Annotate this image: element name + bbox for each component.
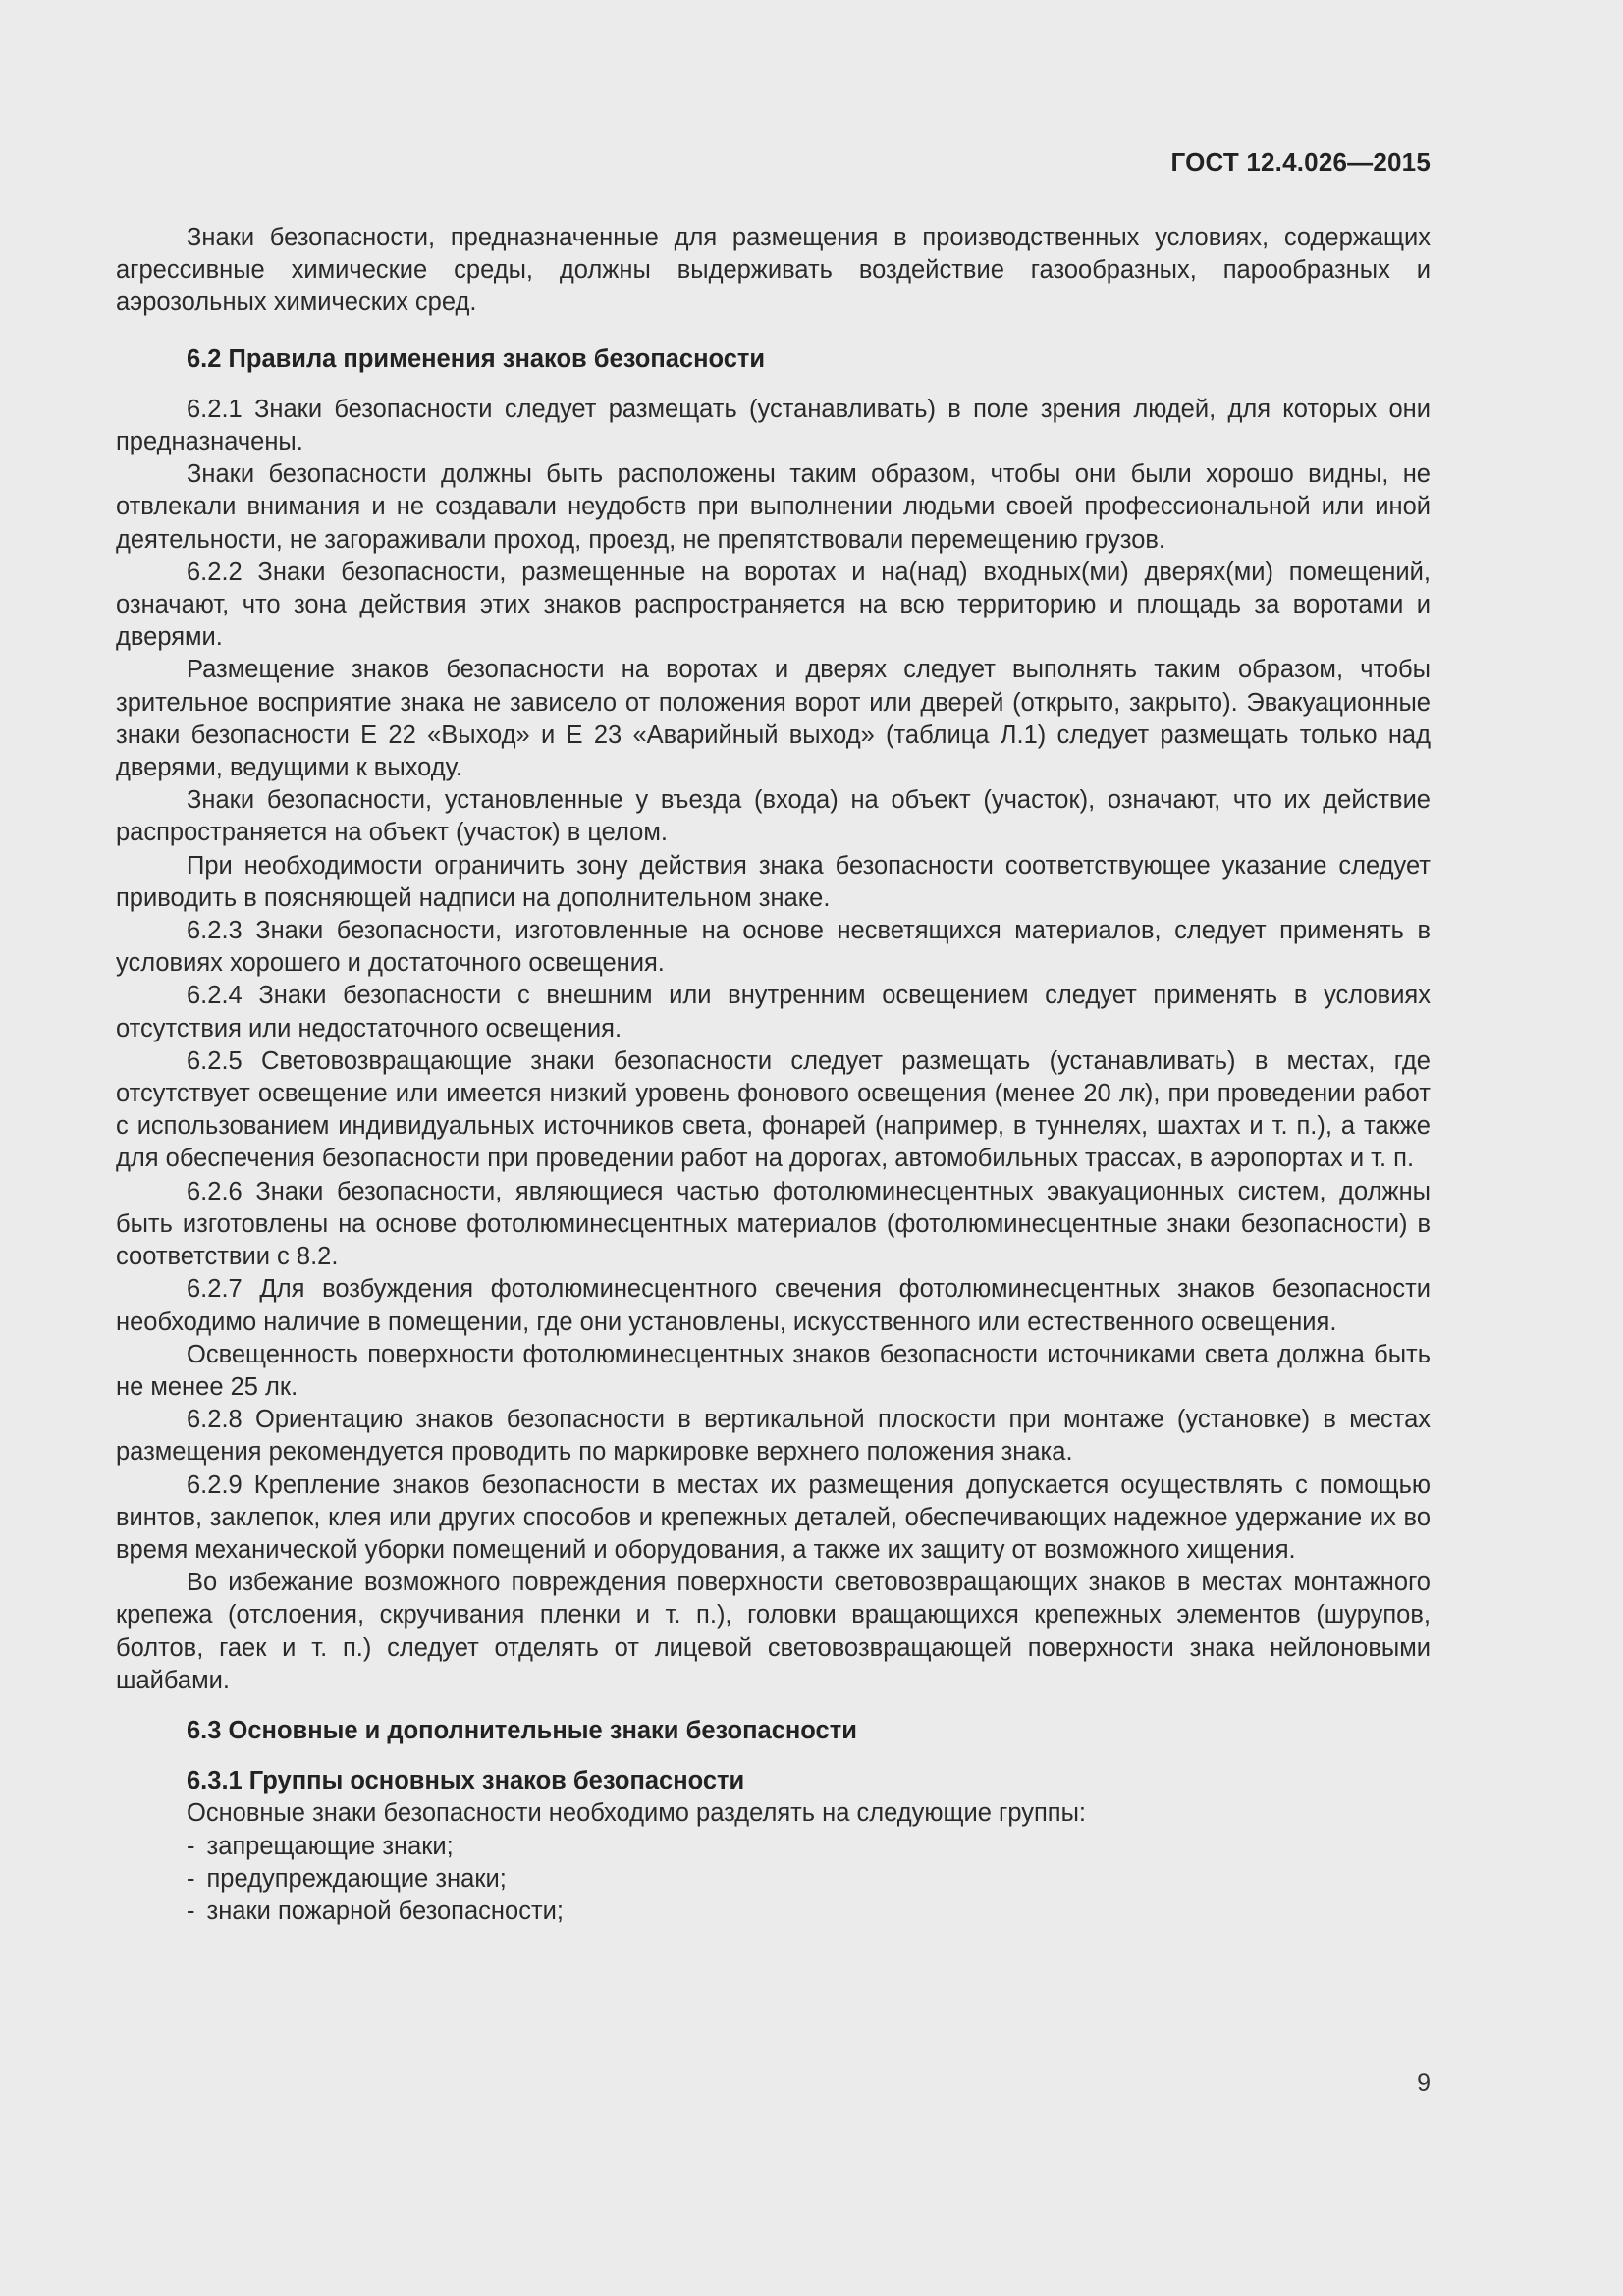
paragraph: Во избежание возможного повреждения поверхности световозвращающих знаков в местах монтажного крепежа (отслоения, скручивания пленки и т. п.), головки вращающихся крепежных элементов (шурупов, болтов, гаек и т. п.) следует отделять от лицевой световозвращающей поверхности знака нейлоновыми шайбами. xyxy=(116,1569,1431,1694)
paragraph: 6.2.2 Знаки безопасности, размещенные на воротах и на(над) входных(ми) дверях(ми) помещений, означают, что зона действия этих знаков распространяется на всю территорию и площадь за воротами и дверями. xyxy=(116,558,1431,652)
list-item-text: знаки пожарной безопасности; xyxy=(206,1896,564,1925)
list-dash: - xyxy=(187,1896,195,1925)
list-item xyxy=(116,1863,1431,1896)
list-item-text: запрещающие знаки; xyxy=(206,1832,454,1860)
page-number: 9 xyxy=(1417,2069,1431,2097)
groups-intro: Основные знаки безопасности необходимо разделять на следующие группы: xyxy=(187,1799,1086,1828)
paragraph: При необходимости ограничить зону действия знака безопасности соответствующее указание следует приводить в поясняющей надписи на дополнительном знаке. xyxy=(116,851,1431,912)
paragraph: 6.2.4 Знаки безопасности с внешним или внутренним освещением следует применять в условиях отсутствия или недостаточного освещения. xyxy=(116,982,1431,1042)
list-item xyxy=(116,1896,1431,1928)
paragraph: 6.2.5 Световозвращающие знаки безопасности следует размещать (устанавливать) в местах, где отсутствует освещение или имеется низкий уровень фонового освещения (менее 20 лк), при проведении работ с использованием индивидуальных источников света, фонарей (например, в туннелях, шахтах и т. п.), а также для обеспечения безопасности при проведении работ на дорогах, автомобильных трассах, в аэропортах и т. п. xyxy=(116,1046,1431,1173)
paragraph: Знаки безопасности, установленные у въезда (входа) на объект (участок), означают, что их действие распространяется на объект (участок) в целом. xyxy=(116,786,1431,847)
paragraph: Знаки безопасности должны быть расположены таким образом, чтобы они были хорошо видны, не отвлекали внимания и не создавали неудобств при выполнении людьми своей профессиональной или иной деятельности, не загораживали проход, проезд, не препятствовали перемещению грузов. xyxy=(116,460,1431,554)
paragraph: 6.2.8 Ориентацию знаков безопасности в вертикальной плоскости при монтаже (установке) в местах размещения рекомендуется проводить по маркировке верхнего положения знака. xyxy=(116,1406,1431,1467)
paragraph: 6.2.7 Для возбуждения фотолюминесцентного свечения фотолюминесцентных знаков безопасности необходимо наличие в помещении, где они установлены, искусственного или естественного освещения. xyxy=(116,1275,1431,1336)
document-code-header: ГОСТ 12.4.026—2015 xyxy=(1170,147,1431,177)
paragraph: Размещение знаков безопасности на воротах и дверях следует выполнять таким образом, чтобы зрительное восприятие знака не зависело от положения ворот или дверей (открыто, закрыто). Эвакуационные знаки безопасности Е 22 «Выход» и Е 23 «Аварийный выход» (таблица Л.1) следует размещать только над дверями, ведущими к выходу. xyxy=(116,656,1431,782)
intro-paragraph: Знаки безопасности, предназначенные для размещения в производственных условиях, содержащих агрессивные химические среды, должны выдерживать воздействие газообразных, парообразных и аэрозольных химических сред. xyxy=(116,224,1431,317)
list-item-text: предупреждающие знаки; xyxy=(206,1864,507,1893)
paragraph: 6.2.6 Знаки безопасности, являющиеся частью фотолюминесцентных эвакуационных систем, должны быть изготовлены на основе фотолюминесцентных материалов (фотолюминесцентные знаки безопасности) в соответствии с 8.2. xyxy=(116,1177,1431,1271)
paragraph: Освещенность поверхности фотолюминесцентных знаков безопасности источниками света должна быть не менее 25 лк. xyxy=(116,1340,1431,1401)
subsection-heading-6-3-1: 6.3.1 Группы основных знаков безопасности xyxy=(187,1767,745,1795)
paragraph: 6.2.9 Крепление знаков безопасности в местах их размещения допускается осуществлять с помощью винтов, заклепок, клея или других способов и крепежных деталей, обеспечивающих надежное удержание их во время механической уборки помещений и оборудования, а также их защиту от возможного хищения. xyxy=(116,1470,1431,1564)
list-dash: - xyxy=(187,1832,195,1860)
paragraph: 6.2.1 Знаки безопасности следует размещать (устанавливать) в поле зрения людей, для которых они предназначены. xyxy=(116,395,1431,456)
section-heading-6-2: 6.2 Правила применения знаков безопасности xyxy=(187,345,766,373)
paragraph: 6.2.3 Знаки безопасности, изготовленные на основе несветящихся материалов, следует применять в условиях хорошего и достаточного освещения. xyxy=(116,917,1431,978)
list-dash: - xyxy=(187,1864,195,1893)
page-content xyxy=(116,222,1431,1928)
list-item xyxy=(116,1831,1431,1863)
section-heading-6-3: 6.3 Основные и дополнительные знаки безопасности xyxy=(187,1716,857,1744)
